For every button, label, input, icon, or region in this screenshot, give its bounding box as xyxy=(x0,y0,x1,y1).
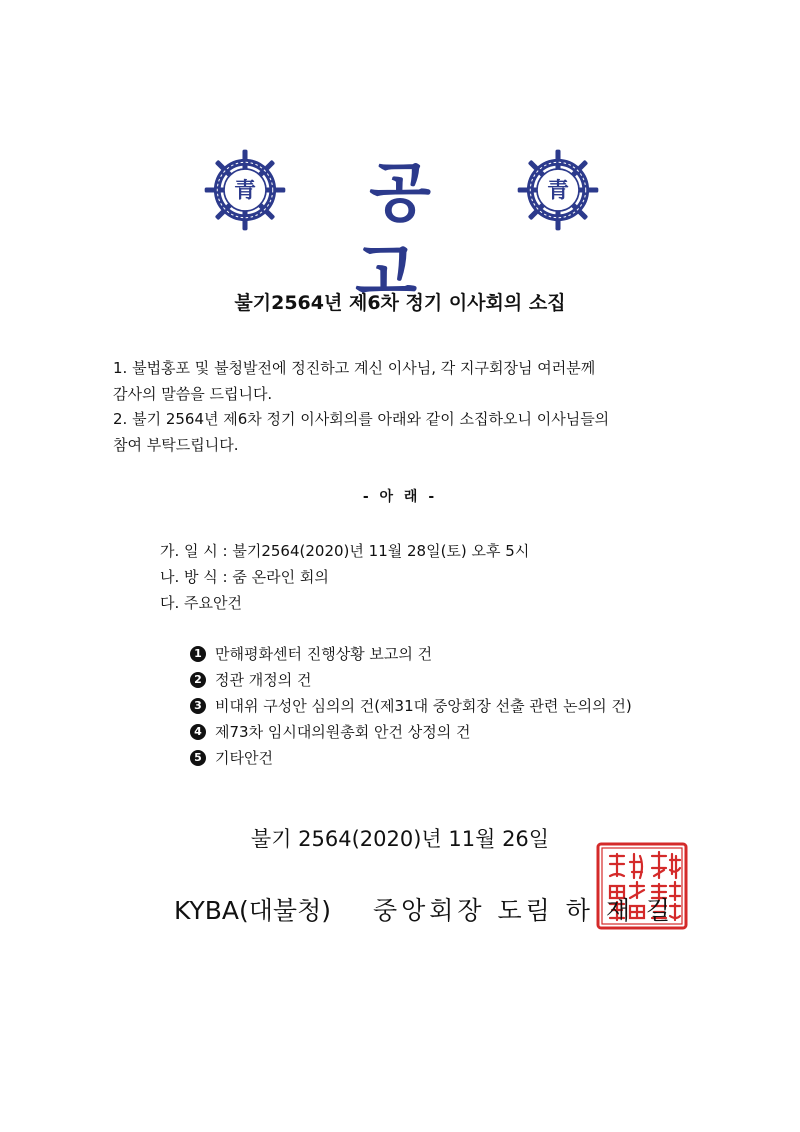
document-title: 불기2564년 제6차 정기 이사회의 소집 xyxy=(234,292,566,314)
list-item xyxy=(190,641,632,667)
emblem-char: 青 xyxy=(547,177,569,204)
signature-line xyxy=(174,893,674,929)
list-item xyxy=(190,719,632,745)
signature-name: 중앙회장 도림 하 재 길 xyxy=(372,896,675,925)
signature-organization: KYBA(대불청) xyxy=(174,896,331,925)
agenda-text: 기타안건 xyxy=(215,749,273,767)
meeting-details xyxy=(160,538,529,616)
agenda-list xyxy=(190,641,632,771)
page-title: 공 고 xyxy=(355,156,459,311)
number-badge: 4 xyxy=(190,724,206,740)
paragraph-line: 참여 부탁드립니다. xyxy=(113,435,239,454)
detail-method: 나. 방 식 : 줌 온라인 회의 xyxy=(160,568,329,586)
detail-agenda-heading: 다. 주요안건 xyxy=(160,594,242,612)
list-item xyxy=(190,693,632,719)
list-item xyxy=(190,667,632,693)
buddhist-wheel-emblem-icon xyxy=(516,148,600,232)
detail-datetime: 가. 일 시 : 불기2564(2020)년 11월 28일(토) 오후 5시 xyxy=(160,542,530,560)
agenda-text: 정관 개정의 건 xyxy=(215,671,312,689)
body-paragraphs xyxy=(113,356,713,458)
paragraph-line: 감사의 말씀을 드립니다. xyxy=(113,384,273,403)
number-badge: 2 xyxy=(190,672,206,688)
agenda-text: 비대위 구성안 심의의 건(제31대 중앙회장 선출 관련 논의의 건) xyxy=(215,697,632,715)
number-badge: 1 xyxy=(190,646,206,662)
buddhist-wheel-emblem-icon xyxy=(203,148,287,232)
list-item xyxy=(190,745,632,771)
number-badge: 3 xyxy=(190,698,206,714)
paragraph-line: 2. 불기 2564년 제6차 정기 이사회의를 아래와 같이 소집하오니 이사님들의 xyxy=(113,410,610,428)
agenda-text: 제73차 임시대의원총회 안건 상정의 건 xyxy=(215,723,471,741)
notice-heading: - 아 래 - xyxy=(362,489,438,505)
paragraph-line: 1. 불법홍포 및 불청발전에 정진하고 계신 이사님, 각 지구회장님 여러분께 xyxy=(113,359,596,377)
emblem-char: 青 xyxy=(234,177,256,204)
number-badge: 5 xyxy=(190,750,206,766)
issue-date: 불기 2564(2020)년 11월 26일 xyxy=(250,827,550,851)
agenda-text: 만해평화센터 진행상황 보고의 건 xyxy=(215,645,433,663)
